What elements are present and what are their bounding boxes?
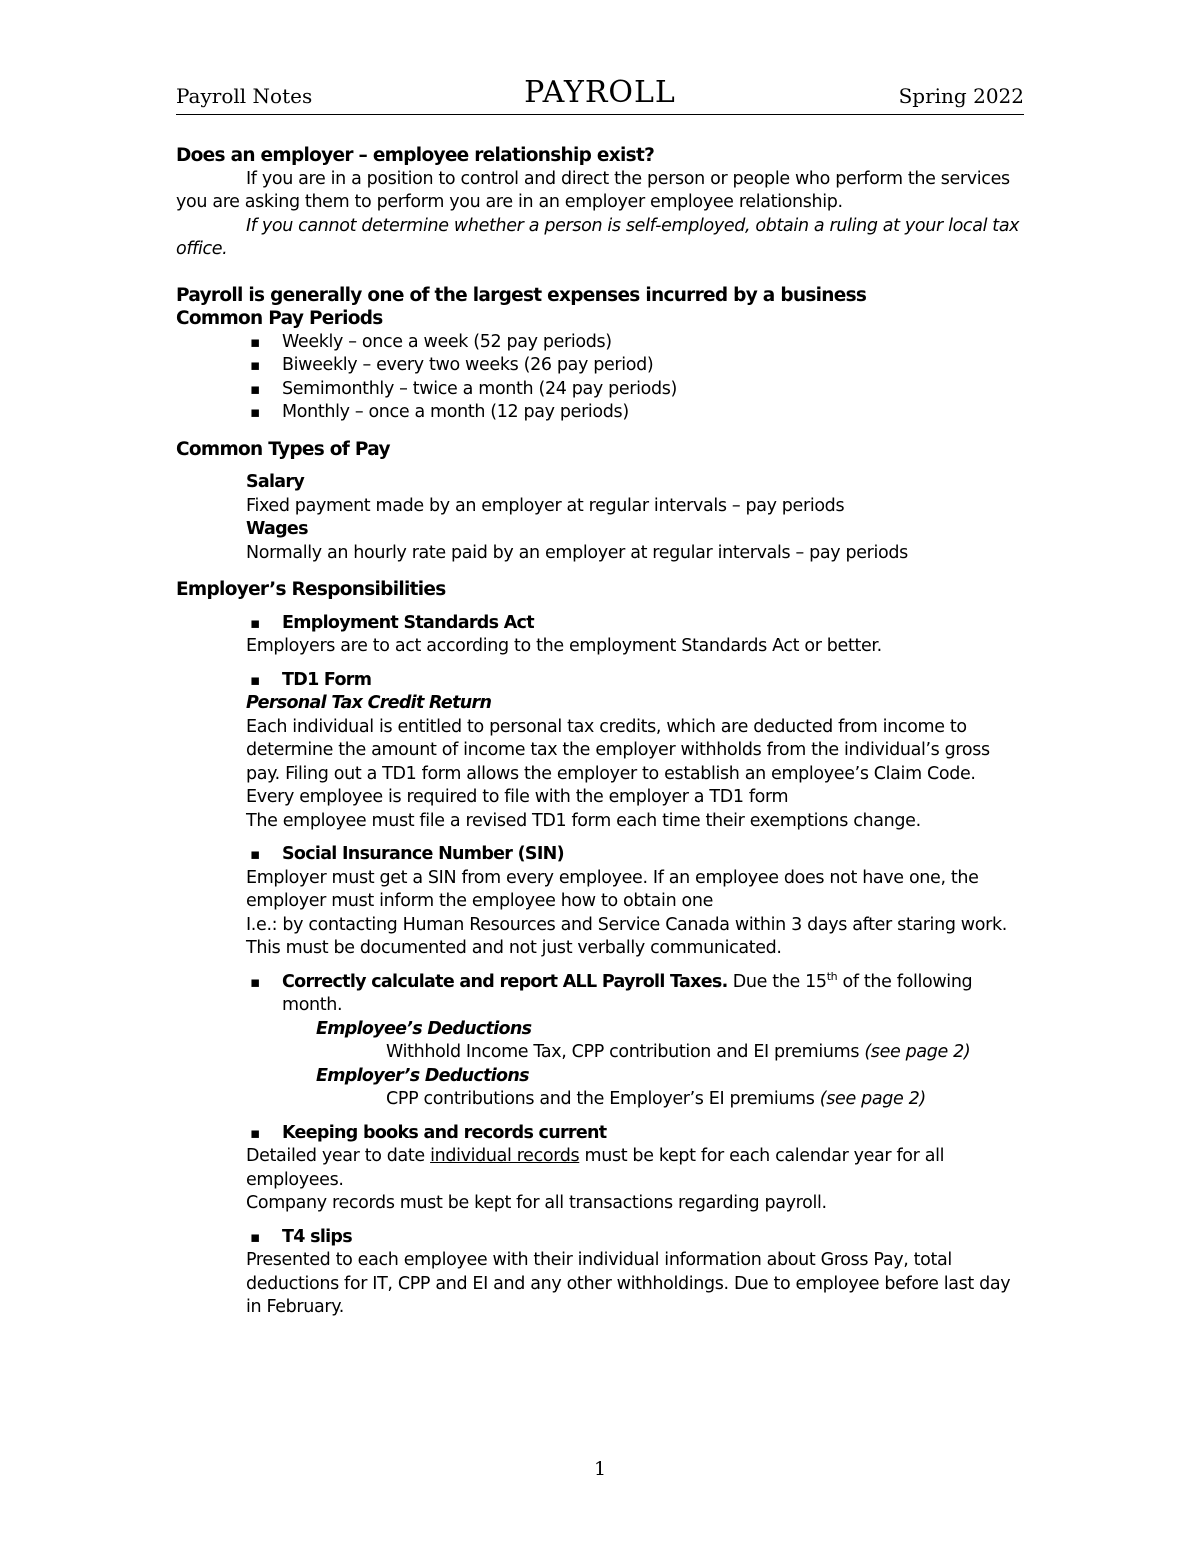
books-text-2: Company records must be kept for all transactions regarding payroll. [246, 1193, 827, 1213]
payroll-taxes-title: Correctly calculate and report ALL Payroll Taxes. [282, 971, 728, 992]
individual-records-text: individual records [430, 1146, 580, 1166]
salary-title: Salary [246, 472, 305, 492]
relationship-note: If you cannot determine whether a person is self-employed, obtain a ruling at your local tax office. [176, 215, 1020, 259]
t4-text: Presented to each employee with their individual information about Gross Pay, total deductions for IT, CPP and EI and any other withholdings. Due to employee before last day in February. [246, 1250, 1011, 1317]
subheading-pay-periods: Common Pay Periods [176, 308, 383, 329]
section-heading-responsibilities: Employer’s Responsibilities [176, 579, 446, 600]
section-heading-payroll-expense: Payroll is generally one of the largest expenses incurred by a business [176, 284, 867, 306]
td1-text-3: The employee must file a revised TD1 form each time their exemptions change. [246, 810, 921, 831]
sin-title: ▪ Social Insurance Number (SIN) [250, 844, 564, 864]
wages-text: Normally an hourly rate paid by an employer at regular intervals – pay periods [246, 542, 908, 563]
list-item: ▪ Semimonthly – twice a month (24 pay periods) [246, 378, 1024, 402]
header-title: PAYROLL [524, 75, 676, 110]
esa-text: Employers are to act according to the employment Standards Act or better. [246, 636, 882, 656]
wages-title: Wages [246, 519, 308, 539]
page-number: 1 [593, 1458, 607, 1480]
header-right: Spring 2022 [898, 84, 1024, 108]
section-heading-relationship: Does an employer – employee relationship exist? [176, 145, 655, 166]
list-item: ▪ Biweekly – every two weeks (26 pay period) [246, 354, 1024, 378]
salary-text: Fixed payment made by an employer at regular intervals – pay periods [246, 495, 845, 516]
section-heading-types-of-pay: Common Types of Pay [176, 438, 390, 460]
esa-title: ▪ Employment Standards Act [250, 612, 534, 633]
td1-text: Each individual is entitled to personal tax credits, which are deducted from income to determine the amount of income tax the employer withholds from the individual’s gross pay. Filing out a TD1 form allows the employer to establish an employee’s Claim Code. [246, 716, 990, 784]
td1-title: ▪ TD1 Form [250, 669, 372, 690]
sin-text-2: I.e.: by contacting Human Resources and Service Canada within 3 days after staring work. This must be documented and not just verbally communicated. [246, 914, 1007, 958]
pay-periods-list [176, 331, 1024, 425]
list-item: ▪ Weekly – once a week (52 pay periods) [246, 331, 1024, 355]
document-body [176, 144, 1024, 1320]
relationship-text: If you are in a position to control and direct the person or people who perform the services you are asking them to perform you are in an employer employee relationship. [176, 168, 1010, 212]
header-left: Payroll Notes [176, 84, 313, 108]
page-header [176, 76, 1024, 115]
list-item: ▪ Monthly – once a month (12 pay periods) [246, 401, 1024, 425]
employee-deductions-title: Employee’s Deductions [316, 1018, 532, 1039]
payroll-taxes-item: ▪ Correctly calculate and report ALL Payroll Taxes. Due the 15th of the following month. [250, 969, 973, 1015]
td1-subtitle: Personal Tax Credit Return [246, 693, 492, 713]
books-title: ▪ Keeping books and records current [250, 1122, 607, 1143]
books-text: Detailed year to date individual records must be kept for each calendar year for all employees. [246, 1146, 945, 1190]
td1-text-2: Every employee is required to file with the employer a TD1 form [246, 787, 789, 807]
sin-text: Employer must get a SIN from every employee. If an employee does not have one, the employer must inform the employee how to obtain one [246, 867, 979, 911]
t4-title: ▪ T4 slips [250, 1226, 352, 1247]
employer-deductions-text: CPP contributions and the Employer’s EI premiums (see page 2) [386, 1089, 926, 1109]
employer-deductions-title: Employer’s Deductions [316, 1065, 529, 1086]
employee-deductions-text: Withhold Income Tax, CPP contribution and EI premiums (see page 2) [386, 1042, 971, 1062]
